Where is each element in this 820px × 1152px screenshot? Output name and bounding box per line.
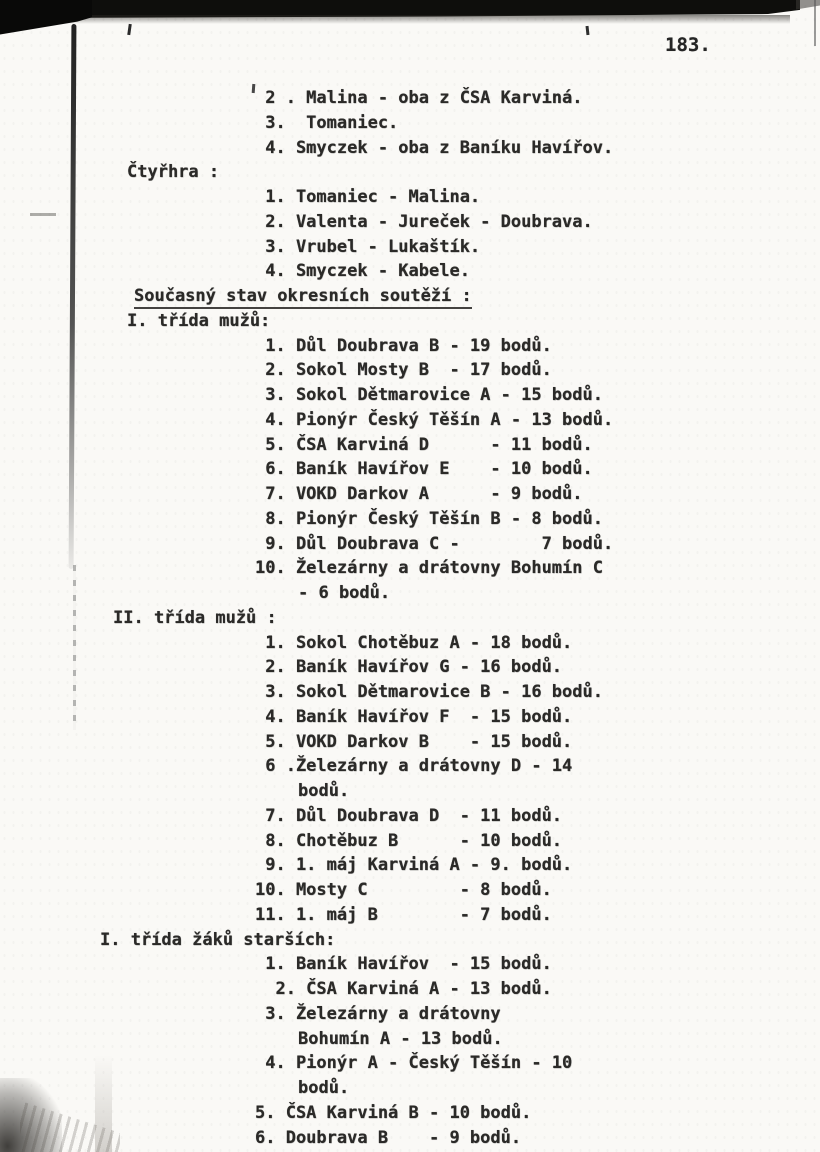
section-heading — [127, 160, 800, 185]
text-line: 1. Baník Havířov - 15 bodů. — [255, 954, 552, 975]
text-line: Bohumín A - 13 bodů. — [298, 1028, 503, 1049]
text-line: bodů. — [298, 781, 350, 801]
text-line: 7. VOKD Darkov A - 9 bodů. — [255, 484, 583, 504]
text-line: 11. 1. máj B - 7 bodů. — [255, 904, 552, 925]
text-line: 4. Pionýr A - Český Těšín - 10 — [255, 1053, 573, 1074]
i-trida-muzu — [100, 309, 800, 606]
text-line: 9. 1. máj Karviná A - 9. bodů. — [255, 855, 573, 876]
text-line: 4. Pionýr Český Těšín A - 13 bodů. — [255, 409, 614, 430]
text-line: 5. VOKD Darkov B - 15 bodů. — [255, 731, 573, 752]
text-line: 4. Smyczek - Kabele. — [255, 261, 470, 282]
scan-artifact-tick — [586, 26, 590, 35]
section-heading — [127, 309, 800, 334]
text-line: 10. Mosty C - 8 bodů. — [255, 880, 552, 900]
section-heading — [113, 606, 800, 631]
text-line: 5. ČSA Karviná D - 11 bodů. — [255, 434, 593, 455]
text-line: 4. Baník Havířov F - 15 bodů. — [255, 706, 573, 727]
section-heading-text: Čtyřhra : — [127, 162, 220, 183]
text-line: 5. ČSA Karviná B - 10 bodů. — [255, 1102, 532, 1123]
text-line: - 6 bodů. — [298, 583, 391, 603]
text-line: 2. Valenta - Jureček - Doubrava. — [255, 211, 593, 232]
text-line: 2. ČSA Karviná A - 13 bodů. — [255, 979, 552, 999]
text-line: bodů. — [298, 1078, 350, 1098]
ii-trida-muzu — [100, 606, 800, 928]
text-line: 1. Důl Doubrava B - 19 bodů. — [255, 335, 552, 356]
text-line: 9. Důl Doubrava C - 7 bodů. — [255, 533, 614, 554]
text-line: 10. Železárny a drátovny Bohumín C — [255, 558, 603, 579]
scan-artifact-tick — [30, 213, 56, 216]
text-line: 7. Důl Doubrava D - 11 bodů. — [255, 805, 563, 826]
scan-artifact-corner-wedge — [0, 0, 92, 36]
text-line: 6. Doubrava B - 9 bodů. — [255, 1127, 522, 1148]
text-line: 3. Tomaniec. — [255, 112, 399, 133]
section-heading-text: II. třída mužů : — [113, 607, 277, 628]
ctyrhra — [100, 160, 800, 284]
text-line: 4. Smyczek - oba z Baníku Havířov. — [255, 137, 614, 158]
text-line: 2 . Malina - oba z ČSA Karviná. — [255, 88, 583, 108]
text-line: 3. Železárny a drátovny — [255, 1003, 501, 1024]
scan-artifact-tick — [127, 24, 132, 35]
text-line: 1. Tomaniec - Malina. — [255, 187, 481, 207]
text-line: 6 .Železárny a drátovny D - 14 — [255, 756, 573, 777]
standings-title — [100, 284, 800, 309]
text-line: 1. Sokol Chotěbuz A - 18 bodů. — [255, 632, 573, 653]
i-trida-zaku-starsich — [100, 928, 800, 1151]
scan-artifact-binding-line — [69, 24, 77, 569]
text-line: 3. Vrubel - Lukaštík. — [255, 236, 481, 257]
dvouhra-results — [100, 86, 800, 160]
text-line: 2. Baník Havířov G - 16 bodů. — [255, 657, 563, 678]
text-line: 2. Sokol Mosty B - 17 bodů. — [255, 360, 552, 381]
section-heading-text: I. třída mužů: — [127, 310, 271, 331]
text-line: 3. Sokol Dětmarovice B - 16 bodů. — [255, 682, 603, 702]
section-heading-text: Současný stav okresních soutěží : — [134, 286, 472, 309]
scan-artifact-right-edge — [814, 0, 816, 46]
document-content — [100, 86, 800, 1150]
scan-artifact-top-band-right — [796, 0, 820, 10]
scan-artifact-binding-tail — [73, 565, 76, 730]
section-heading-text: I. třída žáků starších: — [100, 929, 336, 950]
scan-artifact-top-band-fade — [60, 15, 790, 24]
text-line: 6. Baník Havířov E - 10 bodů. — [255, 459, 593, 480]
text-line: 8. Chotěbuz B - 10 bodů. — [255, 830, 563, 851]
page-number: 183. — [665, 34, 711, 56]
section-heading — [100, 928, 800, 953]
text-line: 3. Sokol Dětmarovice A - 15 bodů. — [255, 385, 603, 405]
section-heading — [134, 284, 800, 309]
text-line: 8. Pionýr Český Těšín B - 8 bodů. — [255, 508, 603, 529]
